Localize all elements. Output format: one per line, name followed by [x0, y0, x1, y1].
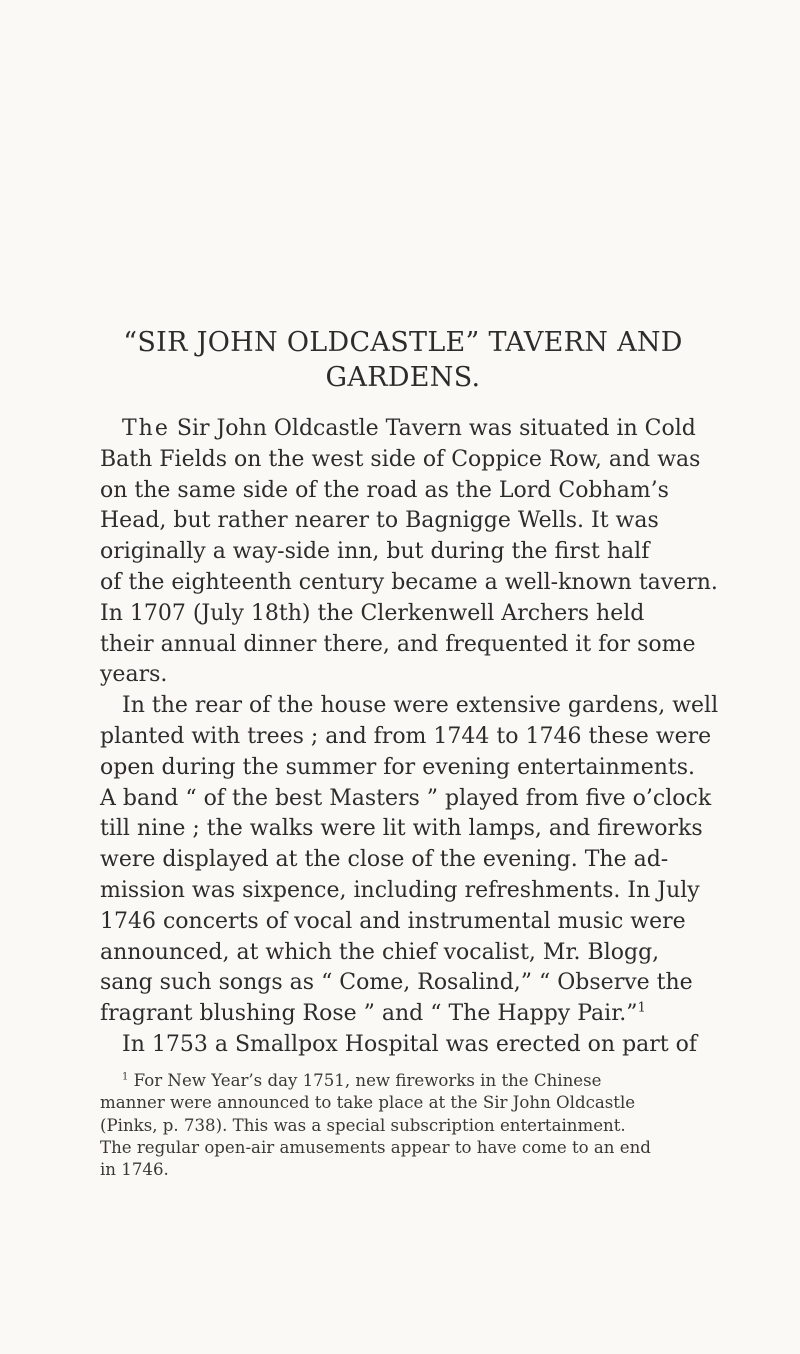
text-line: announced, at which the chief vocalist, Mr. Blogg,: [100, 939, 660, 965]
paragraph: [100, 414, 718, 691]
text-line: of the eighteenth century became a well-known tavern.: [100, 569, 718, 595]
page: [100, 325, 719, 1182]
text-line: [100, 414, 706, 445]
page-title: [100, 325, 706, 395]
paragraph: [100, 1030, 706, 1061]
text-line: [100, 999, 706, 1030]
footnote-line: in 1746.: [100, 1160, 169, 1180]
text-line-rest: Sir John Oldcastle Tavern was situated in Cold: [169, 416, 696, 441]
text-line: originally a way-side inn, but during the first half: [100, 539, 650, 565]
text-line: years.: [100, 662, 168, 688]
text-line: their annual dinner there, and frequented it for some: [100, 631, 696, 657]
footnote-line: The regular open-air amusements appear to have come to an end: [100, 1137, 651, 1157]
text-line: open during the summer for evening entertainments.: [100, 754, 696, 780]
text-line: 1746 concerts of vocal and instrumental music were: [100, 908, 686, 934]
title-line: GARDENS.: [325, 362, 481, 393]
lead-word: The: [122, 416, 170, 441]
footnote-marker: 1: [122, 1071, 129, 1083]
text-line: Head, but rather nearer to Bagnigge Wells. It was: [100, 508, 659, 534]
text-line: sang such songs as “ Come, Rosalind,” “ Observe the: [100, 970, 693, 996]
text-line: In 1707 (July 18th) the Clerkenwell Archers held: [100, 600, 645, 626]
text-line: A band “ of the best Masters ” played from five o’clock: [100, 785, 712, 811]
text-line-text: fragrant blushing Rose ” and “ The Happy Pair.”: [100, 1001, 638, 1027]
text-line: planted with trees ; and from 1744 to 1746 these were: [100, 723, 712, 749]
title-line: “SIR JOHN OLDCASTLE” TAVERN AND: [123, 327, 683, 358]
text-line: In 1753 a Smallpox Hospital was erected on part of: [122, 1031, 698, 1057]
paragraph: [100, 691, 719, 1030]
footnote-line: manner were announced to take place at the Sir John Oldcastle: [100, 1093, 636, 1113]
text-line: mission was sixpence, including refreshments. In July: [100, 877, 700, 903]
body-text: [100, 414, 719, 1061]
text-line: till nine ; the walks were lit with lamps, and fireworks: [100, 816, 703, 842]
text-line: In the rear of the house were extensive gardens, well: [122, 693, 719, 719]
footnote-line: [100, 1070, 706, 1092]
footnotes: [100, 1070, 706, 1182]
footnote-text: For New Year’s day 1751, new fireworks in the Chinese: [128, 1070, 602, 1090]
footnote-line: (Pinks, p. 738). This was a special subscription entertainment.: [100, 1115, 626, 1135]
text-line: Bath Fields on the west side of Coppice Row, and was: [100, 446, 701, 472]
text-line: were displayed at the close of the evening. The ad-: [100, 847, 669, 873]
text-line: on the same side of the road as the Lord Cobham’s: [100, 477, 669, 503]
footnote-reference: 1: [637, 1000, 646, 1016]
